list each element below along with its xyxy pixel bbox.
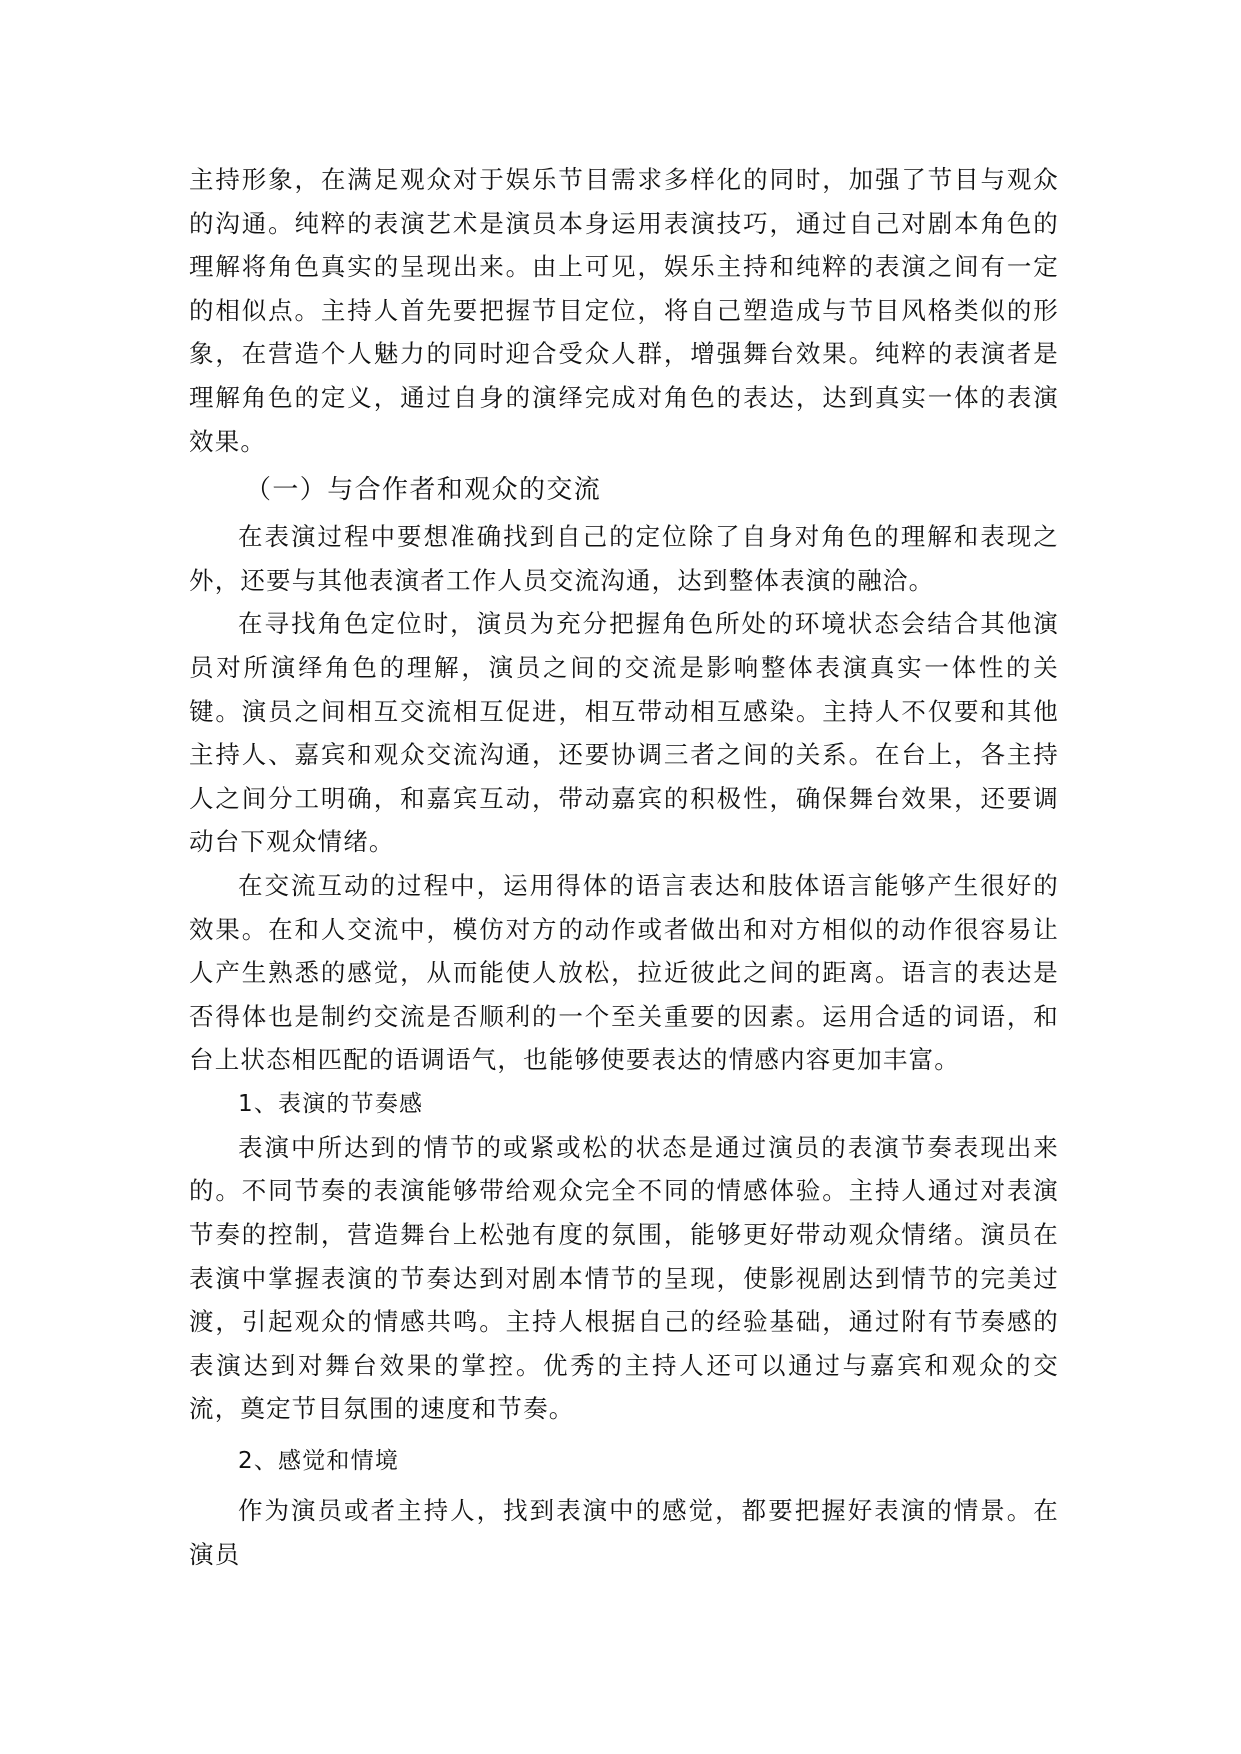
body-paragraph: 主持形象，在满足观众对于娱乐节目需求多样化的同时，加强了节目与观众的沟通。纯粹的表演艺术是演员本身运用表演技巧，通过自己对剧本角色的理解将角色真实的呈现出来。由上可见，娱乐主持和纯粹的表演之间有一定的相似点。主持人首先要把握节目定位，将自己塑造成与节目风格类似的形象，在营造个人魅力的同时迎合受众人群，增强舞台效果。纯粹的表演者是理解角色的定义，通过自身的演绎完成对角色的表达，达到真实一体的表演效果。 xyxy=(189,165,1059,456)
section-heading: （一）与合作者和观众的交流 xyxy=(245,475,602,506)
sub-heading-feeling-and-situation: 2、感觉和情境 xyxy=(238,1448,400,1475)
body-paragraph: 在表演过程中要想准确找到自己的定位除了自身对角色的理解和表现之外，还要与其他表演者工作人员交流沟通，达到整体表演的融洽。 xyxy=(189,522,1059,595)
body-paragraph: 表演中所达到的情节的或紧或松的状态是通过演员的表演节奏表现出来的。不同节奏的表演能够带给观众完全不同的情感体验。主持人通过对表演节奏的控制，营造舞台上松弛有度的氛围，能够更好带动观众情绪。演员在表演中掌握表演的节奏达到对剧本情节的呈现，使影视剧达到情节的完美过渡，引起观众的情感共鸣。主持人根据自己的经验基础，通过附有节奏感的表演达到对舞台效果的掌控。优秀的主持人还可以通过与嘉宾和观众的交流，奠定节目氛围的速度和节奏。 xyxy=(189,1132,1059,1424)
body-paragraph: 在寻找角色定位时，演员为充分把握角色所处的环境状态会结合其他演员对所演绎角色的理解，演员之间的交流是影响整体表演真实一体性的关键。演员之间相互交流相互促进，相互带动相互感染。主持人不仅要和其他主持人、嘉宾和观众交流沟通，还要协调三者之间的关系。在台上，各主持人之间分工明确，和嘉宾互动，带动嘉宾的积极性，确保舞台效果，还要调动台下观众情绪。 xyxy=(189,609,1059,857)
sub-heading-rhythm: 1、表演的节奏感 xyxy=(238,1090,424,1117)
body-paragraph: 作为演员或者主持人，找到表演中的感觉，都要把握好表演的情景。在演员 xyxy=(189,1496,1059,1569)
document-page xyxy=(189,158,1059,1576)
body-paragraph: 在交流互动的过程中，运用得体的语言表达和肢体语言能够产生很好的效果。在和人交流中，模仿对方的动作或者做出和对方相似的动作很容易让人产生熟悉的感觉，从而能使人放松，拉近彼此之间的距离。语言的表达是否得体也是制约交流是否顺利的一个至关重要的因素。运用合适的词语，和台上状态相匹配的语调语气，也能够使要表达的情感内容更加丰富。 xyxy=(189,870,1059,1075)
